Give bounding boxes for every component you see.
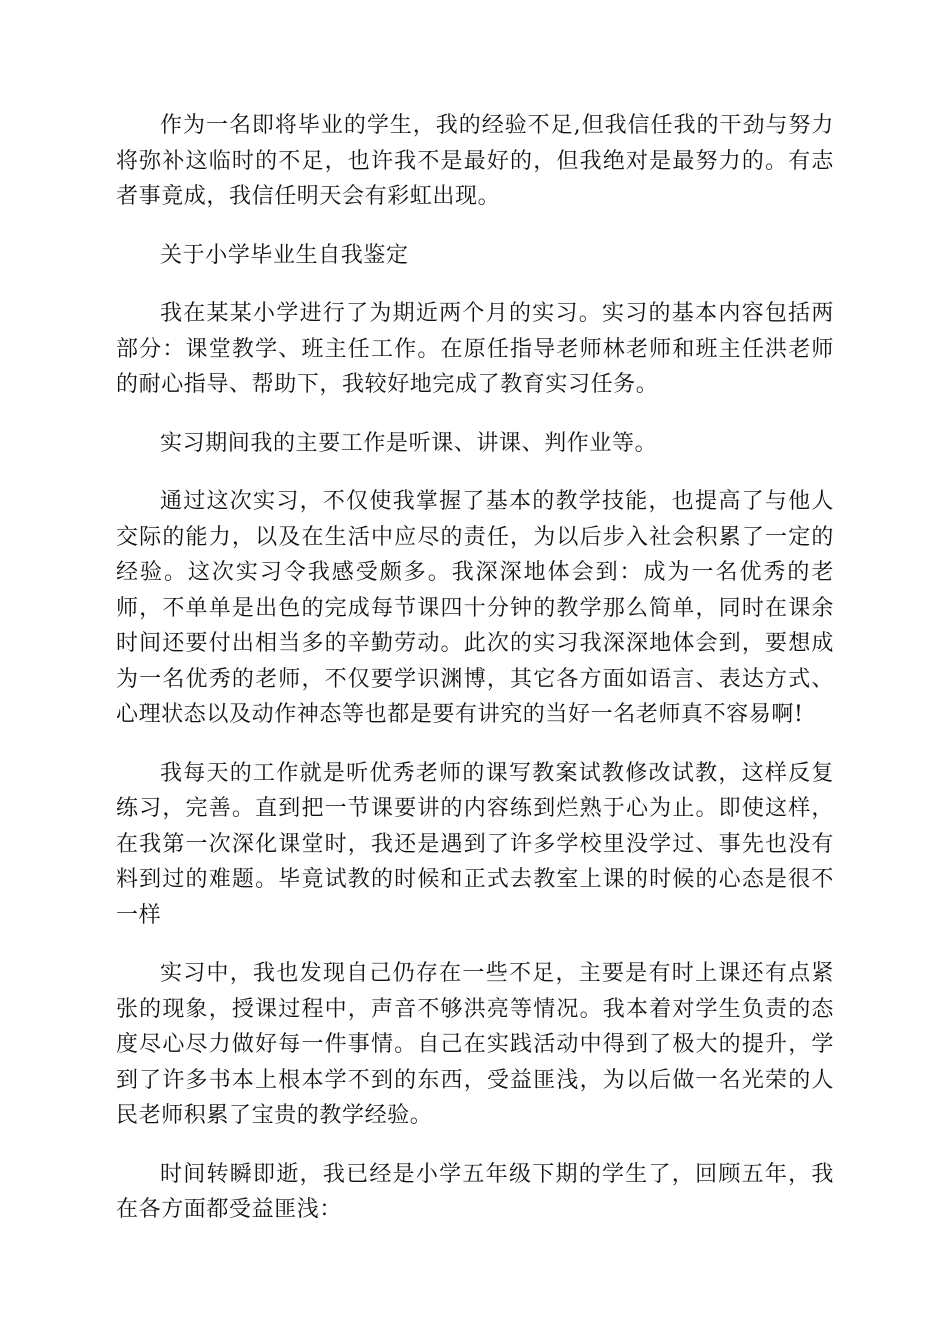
paragraph-daily-work: 我每天的工作就是听优秀老师的课写教案试教修改试教，这样反复练习，完善。直到把一节课要讲的内容练到烂熟于心为止。即使这样，在我第一次深化课堂时，我还是遇到了许多学校里没学过、事先也没有料到过的难题。毕竟试教的时候和正式去教室上课的时候的心态是很不一样 bbox=[116, 760, 834, 928]
paragraph-review: 时间转瞬即逝，我已经是小学五年级下期的学生了，回顾五年，我在各方面都受益匪浅： bbox=[116, 1161, 834, 1222]
section-heading: 关于小学毕业生自我鉴定 bbox=[160, 242, 409, 268]
paragraph-closing-statement: 作为一名即将毕业的学生，我的经验不足,但我信任我的干劲与努力将弥补这临时的不足，也许我不是最好的，但我绝对是最努力的。有志者事竟成，我信任明天会有彩虹出现。 bbox=[116, 113, 834, 209]
paragraph-main-work: 实习期间我的主要工作是听课、讲课、判作业等。 bbox=[160, 430, 658, 456]
paragraph-reflection: 通过这次实习，不仅使我掌握了基本的教学技能，也提高了与他人交际的能力，以及在生活中应尽的责任，为以后步入社会积累了一定的经验。这次实习令我感受颇多。我深深地体会到：成为一名优秀的老师，不单单是出色的完成每节课四十分钟的教学那么简单，同时在课余时间还要付出相当多的辛勤劳动。此次的实习我深深地体会到，要想成为一名优秀的老师，不仅要学识渊博，其它各方面如语言、表达方式、心理状态以及动作神态等也都是要有讲究的当好一名老师真不容易啊! bbox=[116, 489, 834, 727]
paragraph-internship-intro: 我在某某小学进行了为期近两个月的实习。实习的基本内容包括两部分：课堂教学、班主任工作。在原任指导老师林老师和班主任洪老师的耐心指导、帮助下，我较好地完成了教育实习任务。 bbox=[116, 301, 834, 397]
paragraph-shortcomings: 实习中，我也发现自己仍存在一些不足，主要是有时上课还有点紧张的现象，授课过程中，声音不够洪亮等情况。我本着对学生负责的态度尽心尽力做好每一件事情。自己在实践活动中得到了极大的提升，学到了许多书本上根本学不到的东西，受益匪浅，为以后做一名光荣的人民老师积累了宝贵的教学经验。 bbox=[116, 961, 834, 1128]
document-page bbox=[116, 108, 834, 1251]
